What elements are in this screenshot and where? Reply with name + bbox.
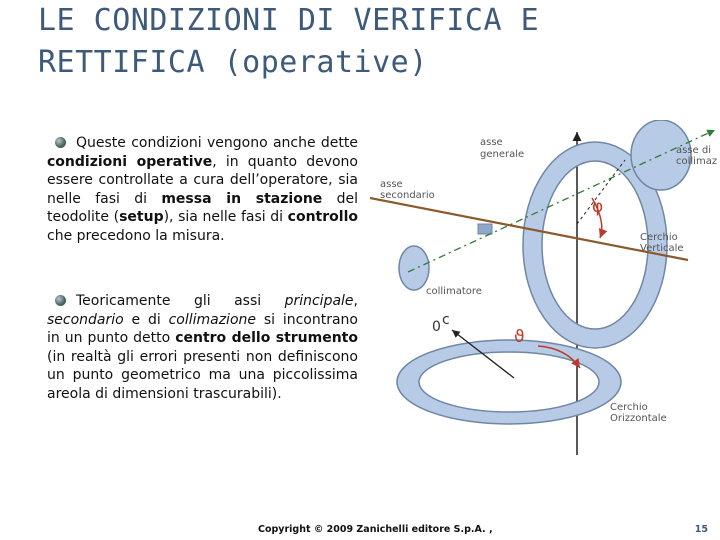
label-cerchio-verticale-2: Verticale [640,243,684,254]
label-asse-generale-2: generale [480,149,525,160]
collimator-disk [399,246,429,290]
label-cerchio-verticale-1: Cerchio [640,232,678,243]
bullet-icon [55,137,66,148]
label-asse-collimazione-1: asse di [676,145,712,156]
text: Teoricamente gli assi [76,293,285,309]
bold-text: controllo [287,209,358,226]
italic-text: collimazione [168,311,257,328]
text: del teodolite ( [47,190,359,226]
text: , [353,293,358,309]
text: e di [123,311,169,328]
bold-text: condizioni operative [47,153,213,170]
italic-text: secondario [47,311,124,328]
label-asse-collimazione-2: collimaz [676,156,718,167]
zero-superscript: c [442,312,450,328]
text: (in realtà gli errori presenti non definiscono un punto geometrico ma una piccolissima areola di dimensioni trascurabili). [47,348,358,402]
paragraph-instrument-center [47,292,358,404]
label-asse-secondario-1: asse [380,179,403,190]
text: ), sia nelle fasi di [163,209,288,226]
paragraph-operative-conditions [47,134,358,246]
bold-text: centro dello strumento [175,330,358,347]
bold-text: messa in stazione [161,190,323,207]
italic-text: principale [284,293,354,309]
label-cerchio-orizzontale-2: Orizzontale [610,413,667,424]
copyright-footer: Copyright © 2009 Zanichelli editore S.p.A. , [258,524,493,535]
page-number: 15 [694,524,708,535]
text: Queste condizioni vengono anche dette [76,135,358,151]
slide-title: LE CONDIZIONI DI VERIFICA E RETTIFICA (operative) [38,3,540,80]
axis-block [478,224,492,234]
label-asse-secondario-2: secondario [380,190,435,201]
label-asse-generale-1: asse [480,137,503,148]
label-collimatore: collimatore [426,286,482,297]
text: , in quanto devono essere controllate a cura dell’operatore, sia nelle fasi di [47,153,358,207]
horizontal-circle [397,340,621,424]
theodolite-diagram [370,120,720,460]
bold-text: setup [119,209,164,226]
bullet-icon [55,295,66,306]
zero-label: 0 [432,319,441,335]
text: che precedono la misura. [47,227,225,244]
text: si incontrano in un punto detto [47,311,358,347]
theta-label: ϑ [514,327,525,347]
phi-label: φ [592,197,604,217]
label-cerchio-orizzontale-1: Cerchio [610,402,648,413]
